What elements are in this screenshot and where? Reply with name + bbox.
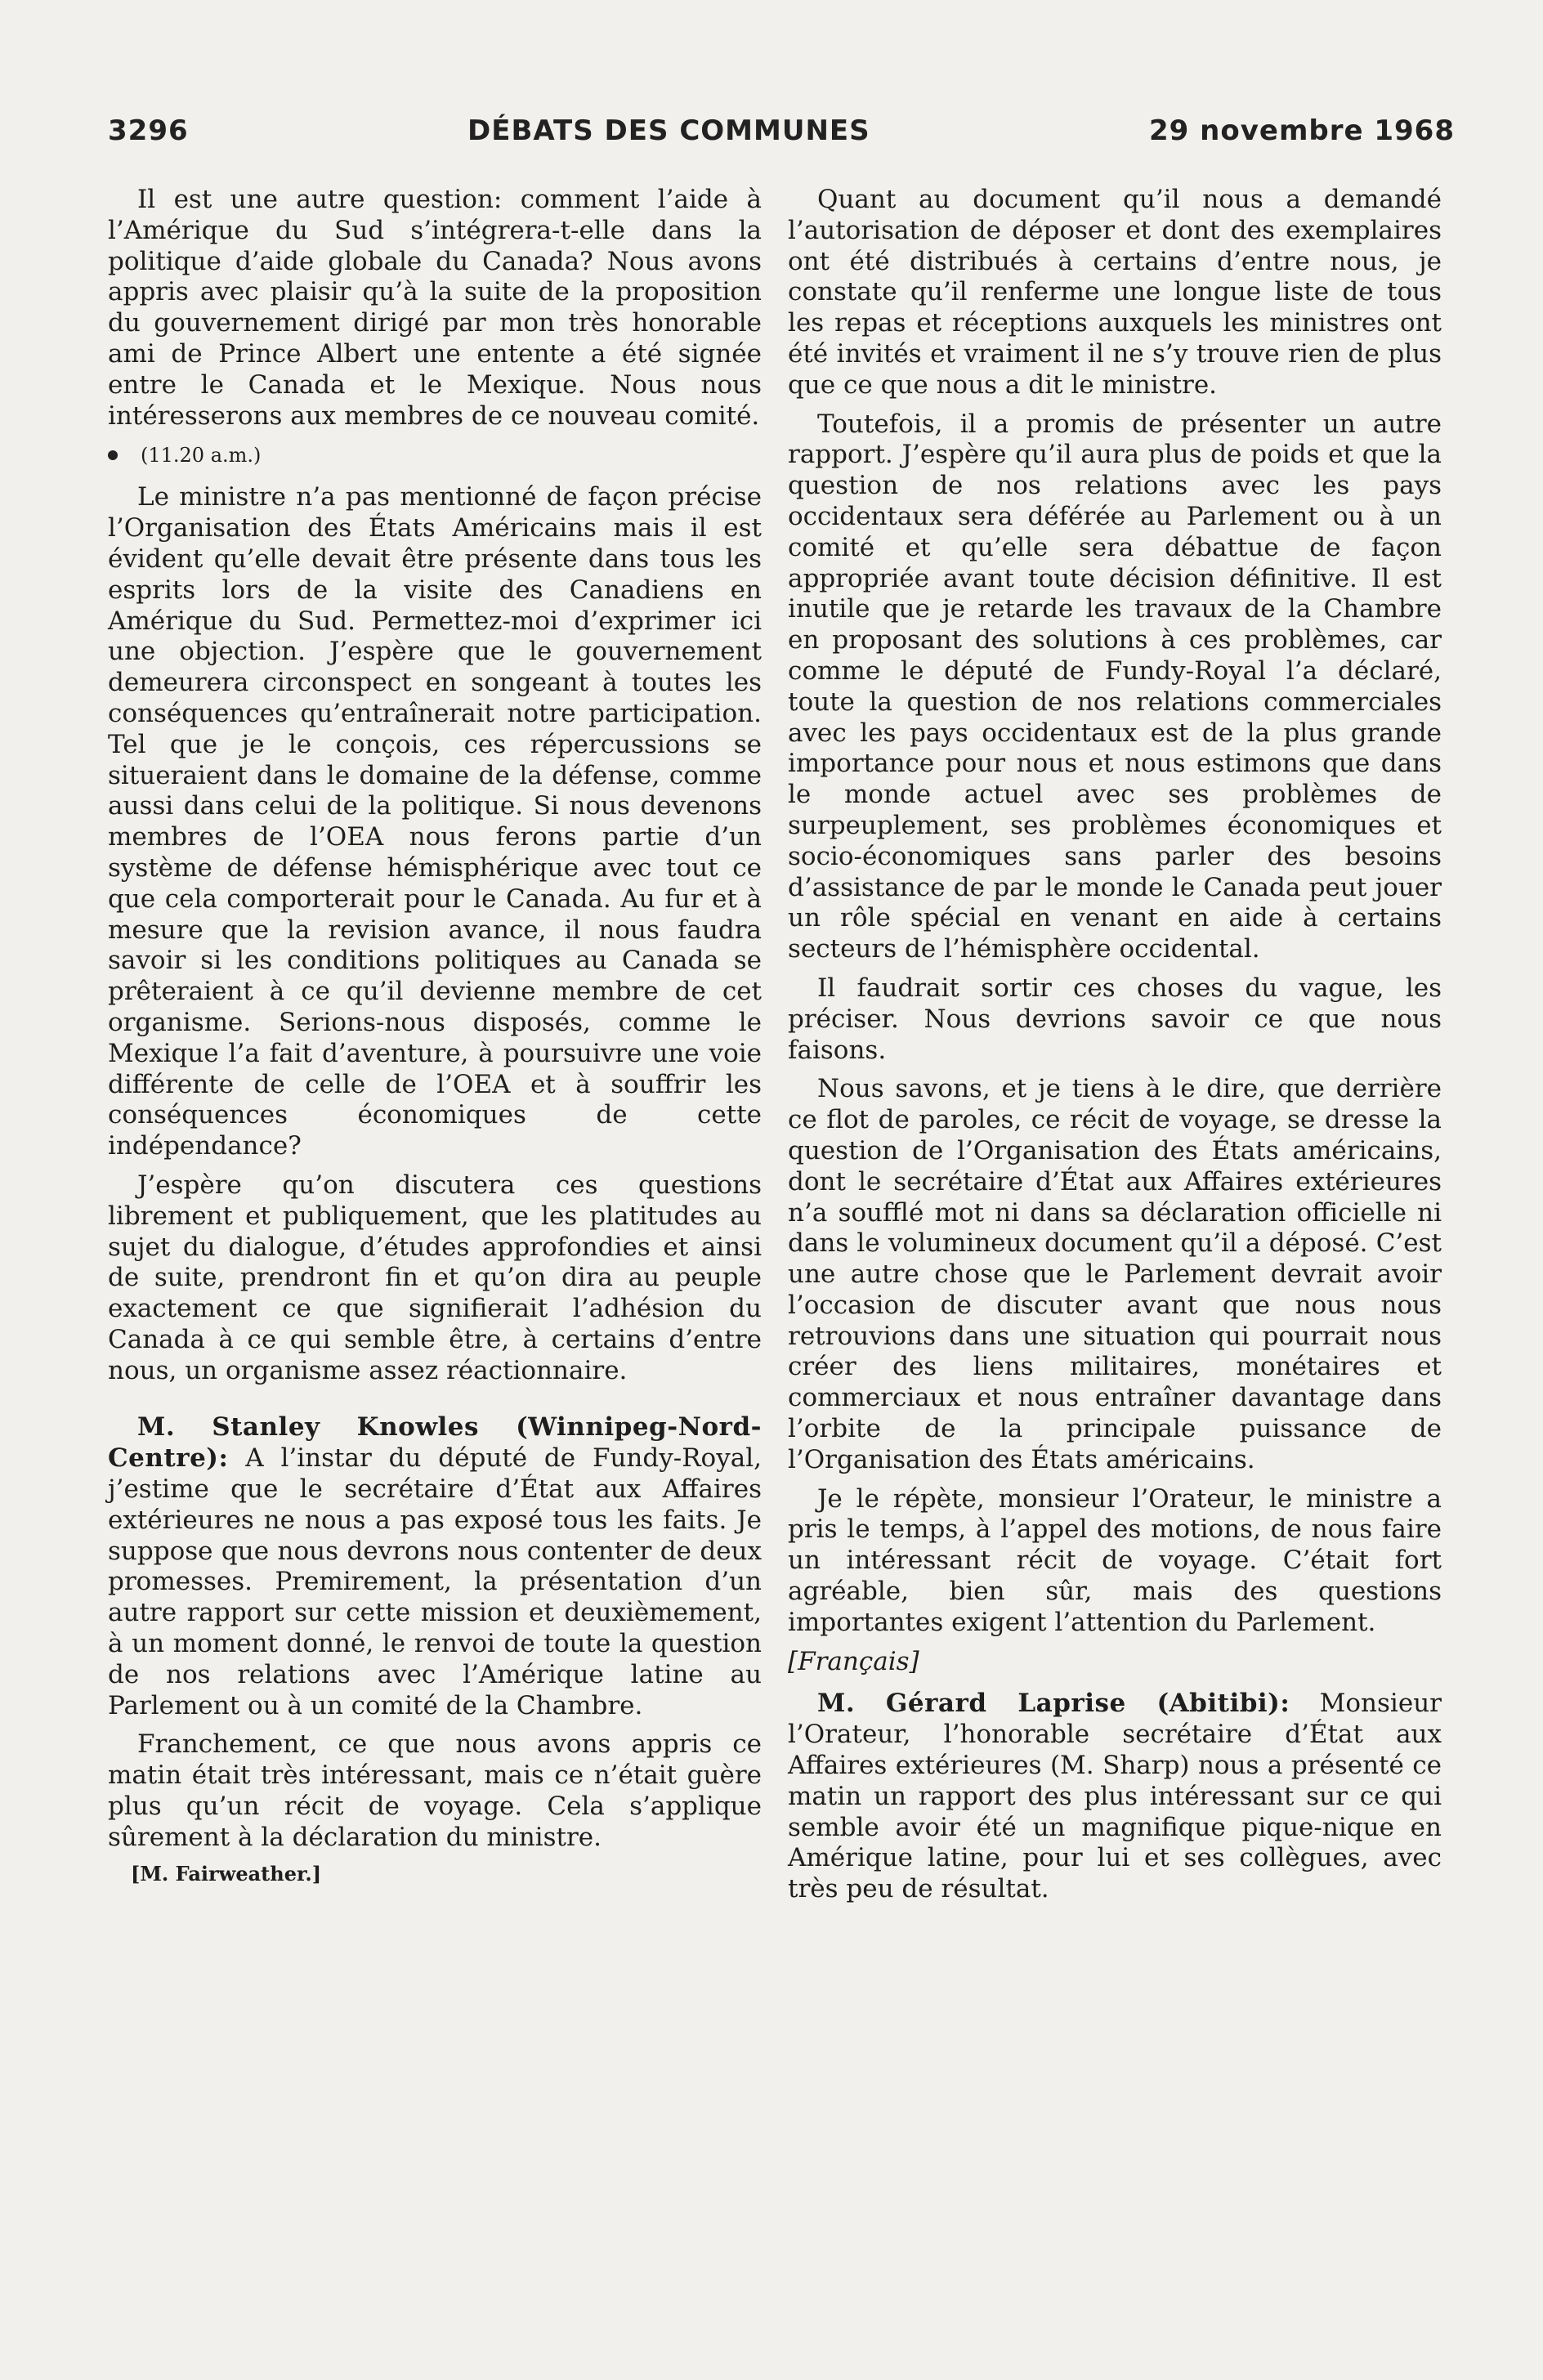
time-marker	[108, 443, 762, 468]
page-header	[108, 114, 1455, 163]
speaker-name: M. Stanley Knowles (Winnipeg-Nord-Centre):	[108, 1412, 762, 1474]
language-marker: [Français]	[788, 1646, 919, 1676]
speech-text: A l’instar du député de Fundy-Royal, j’estime que le secrétaire d’État aux Affaires extérieures ne nous a pas exposé tous les faits. Je suppose que nous devrons nous contenter de deux promesses. Premirement, la présentation d’un autre rapport sur cette mission et deuxièmement, à un moment donné, le renvoi de toute la question de nos relations avec l’Amérique latine au Parlement ou à un comité de la Chambre.	[108, 1443, 762, 1720]
time-stamp: (11.20 a.m.)	[141, 444, 262, 468]
paragraph: Quant au document qu’il nous a demandé l’autorisation de déposer et dont des exemplaires ont été distribués à certains d’entre nous, je constate qu’il renferme une longue liste de tous les repas et réceptions auxquels les ministres ont été invités et vraiment il ne s’y trouve rien de plus que ce que nous a dit le ministre.	[788, 185, 1442, 400]
page-number: 3296	[108, 114, 189, 147]
paragraph: Franchement, ce que nous avons appris ce matin était très intéressant, mais ce n’était guère plus qu’un récit de voyage. Cela s’applique sûrement à la déclaration du ministre.	[108, 1729, 762, 1852]
spacer	[108, 1394, 762, 1412]
left-column	[108, 185, 762, 1886]
paragraph: Il est une autre question: comment l’aide à l’Amérique du Sud s’intégrera-t-elle dans la politique d’aide globale du Canada? Nous avons appris avec plaisir qu’à la suite de la proposition du gouvernement dirigé par mon très honorable ami de Prince Albert une entente a été signée entre le Canada et le Mexique. Nous nous intéresserons aux membres de ce nouveau comité.	[108, 185, 762, 431]
speaker-paragraph	[788, 1689, 1442, 1905]
bullet-icon	[108, 450, 118, 460]
speaker-signature: [M. Fairweather.]	[131, 1861, 322, 1886]
speech-text: Monsieur l’Orateur, l’honorable secrétaire d’État aux Affaires extérieures (M. Sharp) nous a présenté ce matin un rapport des plus intéressant sur ce qui semble avoir été un magnifique pique-nique en Amérique latine, pour lui et ses collègues, avec très peu de résultat.	[788, 1689, 1442, 1904]
issue-date: 29 novembre 1968	[1149, 114, 1455, 147]
speaker-name: M. Gérard Laprise (Abitibi):	[817, 1689, 1290, 1719]
speaker-paragraph	[108, 1412, 762, 1721]
paragraph: Je le répète, monsieur l’Orateur, le ministre a pris le temps, à l’appel des motions, de nous faire un intéressant récit de voyage. C’était fort agréable, bien sûr, mais des questions importantes exigent l’attention du Parlement.	[788, 1483, 1442, 1637]
paragraph: J’espère qu’on discutera ces questions librement et publiquement, que les platitudes au sujet du dialogue, d’études approfondies et ainsi de suite, prendront fin et qu’on dira au peuple exactement ce que signifierait l’adhésion du Canada à ce qui semble être, à certains d’entre nous, un organisme assez réactionnaire.	[108, 1170, 762, 1385]
paragraph: Toutefois, il a promis de présenter un autre rapport. J’espère qu’il aura plus de poids et que la question de nos relations avec les pays occidentaux sera déférée au Parlement ou à un comité et qu’elle sera débattue de façon appropriée avant toute décision définitive. Il est inutile que je retarde les travaux de la Chambre en proposant des solutions à ces problèmes, car comme le député de Fundy-Royal l’a déclaré, toute la question de nos relations commerciales avec les pays occidentaux est de la plus grande importance pour nous et nous estimons que dans le monde actuel avec ses problèmes de surpeuplement, ses problèmes économiques et socio-économiques sans parler des besoins d’assistance de par le monde le Canada peut jouer un rôle spécial en venant en aide à certains secteurs de l’hémisphère occidental.	[788, 409, 1442, 964]
paragraph: Il faudrait sortir ces choses du vague, les préciser. Nous devrions savoir ce que nous faisons.	[788, 973, 1442, 1065]
paragraph: Nous savons, et je tiens à le dire, que derrière ce flot de paroles, ce récit de voyage, se dresse la question de l’Organisation des États américains, dont le secrétaire d’État aux Affaires extérieures n’a soufflé mot ni dans sa déclaration officielle ni dans le volumineux document qu’il a déposé. C’est une autre chose que le Parlement devrait avoir l’occasion de discuter avant que nous nous retrouvions dans une situation qui pourrait nous créer des liens militaires, monétaires et commerciaux et nous entraîner davantage dans l’orbite de la principale puissance de l’Organisation des États américains.	[788, 1074, 1442, 1474]
right-column	[788, 185, 1442, 1913]
publication-title: DÉBATS DES COMMUNES	[467, 114, 870, 147]
paragraph: Le ministre n’a pas mentionné de façon précise l’Organisation des États Américains mais il est évident qu’elle devait être présente dans tous les esprits lors de la visite des Canadiens en Amérique du Sud. Permettez-moi d’exprimer ici une objection. J’espère que le gouvernement demeurera circonspect en songeant à toutes les conséquences qu’entraînerait notre participation. Tel que je le conçois, ces répercussions se situeraient dans le domaine de la défense, comme aussi dans celui de la politique. Si nous devenons membres de l’OEA nous ferons partie d’un système de défense hémisphérique avec tout ce que cela comporterait pour le Canada. Au fur et à mesure que la revision avance, il nous faudra savoir si les conditions politiques au Canada se prêteraient à ce qu’il devienne membre de cet organisme. Serions-nous disposés, comme le Mexique l’a fait d’aventure, à poursuivre une voie différente de celle de l’OEA et à souffrir les conséquences économiques de cette indépendance?	[108, 482, 762, 1161]
